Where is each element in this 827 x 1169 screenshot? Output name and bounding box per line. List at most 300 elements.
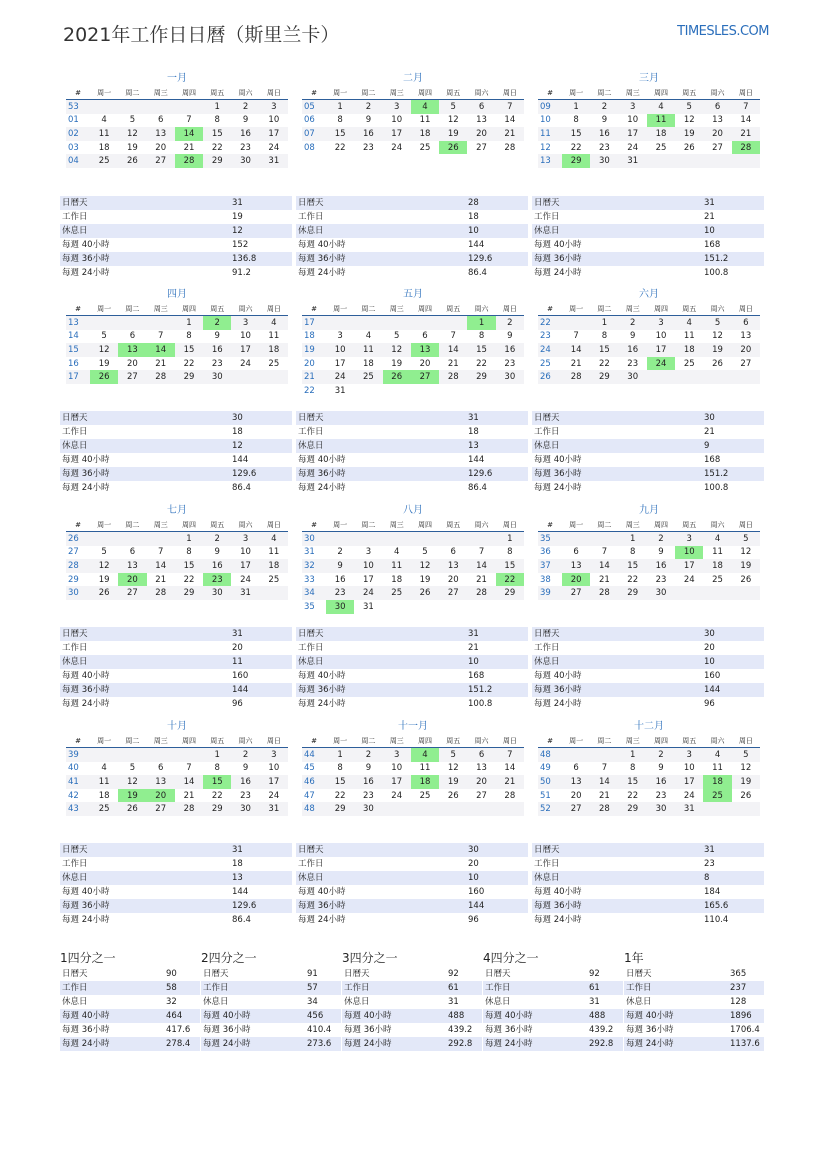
stat-row [532,641,764,655]
weekday-header: 周一 [326,734,354,748]
stat-value: 34 [307,997,318,1007]
day-cell: 25 [419,790,431,801]
day-cell [439,600,467,614]
day-cell [675,370,703,384]
week-row [66,748,288,762]
week-row [302,114,524,128]
week-number: 12 [540,142,551,153]
stat-value: 28 [468,198,479,208]
day-cell: 3 [383,748,411,762]
weekday-header: 周日 [496,302,524,316]
stat-value: 30 [468,845,479,855]
weekday-header: 周一 [562,86,590,100]
weekday-header: 周三 [147,86,175,100]
day-cell: 30 [590,154,618,168]
day-cell: 20 [447,574,459,585]
day-cell: 13 [147,775,175,789]
stat-label: 工作日 [298,427,324,437]
week-row [538,802,760,816]
day-cell: 9 [658,763,664,774]
stat-label: 日曆天 [298,198,324,208]
day-cell: 4 [260,316,288,330]
stat-row [624,967,764,981]
day-cell: 18 [703,559,731,573]
day-cell: 11 [683,331,695,342]
stat-value: 144 [232,455,249,465]
month-calendar [302,720,524,816]
week-number: 22 [304,385,315,396]
day-cell: 24 [683,574,695,585]
stat-label: 每週 36小時 [62,254,110,264]
day-cell [147,532,175,546]
stat-row [60,210,292,224]
day-cell: 27 [411,370,439,384]
week-number: 20 [304,358,315,369]
stat-value: 439.2 [589,1025,614,1035]
day-cell: 8 [629,763,636,774]
stat-value: 61 [589,983,600,993]
day-cell: 22 [496,573,524,587]
week-row [66,154,288,168]
weekday-header: 周三 [383,518,411,532]
day-cell: 3 [337,331,343,342]
day-cell: 11 [90,775,118,789]
stat-row [342,1009,482,1023]
stat-label: 日曆天 [62,845,88,855]
day-cell: 19 [127,142,138,153]
day-cell [647,154,675,168]
day-cell: 28 [504,790,516,801]
day-cell [675,586,703,600]
week-number: 05 [302,100,326,114]
stat-value: 165.6 [704,901,729,911]
day-cell: 4 [101,763,107,774]
day-cell: 17 [231,343,259,357]
stat-label: 每週 24小時 [534,483,582,493]
stat-row [60,857,292,871]
day-cell: 19 [419,574,431,585]
day-cell: 20 [155,142,167,153]
day-cell: 5 [439,748,467,762]
day-cell: 2 [590,100,618,114]
day-cell: 26 [118,154,146,168]
day-cell: 15 [590,343,618,357]
stat-value: 144 [468,901,485,911]
month-table [66,734,288,816]
stat-value: 144 [704,685,721,695]
stat-row [296,669,528,683]
day-cell: 1 [467,316,495,330]
stat-label: 日曆天 [203,969,229,979]
stat-value: 18 [232,427,243,437]
day-cell: 11 [712,547,723,558]
week-row [538,532,760,546]
stat-value: 31 [468,629,479,639]
stat-row [296,453,528,467]
day-cell: 22 [334,790,346,801]
stat-row [296,266,528,280]
day-cell [496,802,524,816]
stat-label: 休息日 [485,997,511,1007]
day-cell [354,532,382,546]
day-cell: 24 [268,142,280,153]
stat-value: 18 [468,212,479,222]
stat-row [532,683,764,697]
day-cell: 5 [129,115,136,126]
month-stats [60,627,292,711]
day-cell: 21 [447,358,459,369]
day-cell: 30 [647,586,675,600]
day-cell: 3 [647,316,675,330]
day-cell: 2 [337,547,343,558]
week-row [66,343,288,357]
stat-value: 11 [232,657,243,667]
week-row [66,573,288,587]
week-row [302,127,524,141]
day-cell: 28 [590,802,618,816]
day-cell: 10 [391,115,403,126]
stat-value: 58 [166,983,177,993]
day-cell: 17 [334,358,346,369]
stat-row [201,995,341,1009]
day-cell: 1 [326,100,354,114]
day-cell: 23 [655,574,667,585]
stat-label: 工作日 [344,983,370,993]
weekday-header: 周一 [90,86,118,100]
day-cell: 23 [363,790,374,801]
day-cell: 20 [147,789,175,803]
weekday-header: 周六 [467,734,495,748]
day-cell: 23 [240,790,251,801]
day-cell: 27 [562,586,590,600]
week-number: 17 [302,316,326,330]
day-cell: 20 [732,343,760,357]
weekday-header: 周日 [732,518,760,532]
day-cell: 9 [214,331,220,342]
day-cell: 10 [675,546,703,560]
weekday-header: 周五 [675,302,703,316]
period-title: 4四分之一 [483,951,539,965]
day-cell: 18 [391,574,403,585]
stat-row [342,1037,482,1051]
day-cell: 3 [383,100,411,114]
day-cell: 12 [90,559,118,573]
day-cell: 19 [98,358,110,369]
day-cell: 23 [599,142,610,153]
day-cell: 11 [419,115,431,126]
stat-row [60,1009,200,1023]
site-logo[interactable]: TIMESLES.COM [677,24,769,39]
day-cell: 2 [231,748,259,762]
stat-label: 休息日 [62,997,88,1007]
day-cell: 7 [732,100,760,114]
week-row [66,762,288,776]
week-row [302,775,524,789]
day-cell [562,316,590,330]
stat-value: 417.6 [166,1025,191,1035]
day-cell [496,384,524,398]
day-cell: 29 [203,802,231,816]
stat-row [483,995,623,1009]
day-cell: 21 [155,358,167,369]
weekday-header: 周一 [562,518,590,532]
day-cell: 22 [570,142,582,153]
day-cell: 17 [619,127,647,141]
week-row [66,316,288,330]
day-cell [118,100,146,114]
day-cell: 8 [601,331,608,342]
stat-value: 20 [232,643,243,653]
day-cell: 21 [476,574,487,585]
period-summary [342,950,482,1051]
day-cell: 12 [90,343,118,357]
day-cell: 7 [157,331,164,342]
stat-value: 1896 [730,1011,752,1021]
day-cell: 3 [260,100,288,114]
stat-value: 96 [468,915,479,925]
stat-value: 144 [468,455,485,465]
day-cell: 27 [476,790,487,801]
week-number: 34 [302,586,326,600]
day-cell: 10 [326,343,354,357]
day-cell: 25 [354,370,382,384]
day-cell: 13 [476,763,487,774]
day-cell: 5 [101,547,107,558]
day-cell: 18 [411,127,439,141]
day-cell [703,154,731,168]
period-title: 2四分之一 [201,951,257,965]
stat-label: 每週 24小時 [534,915,582,925]
day-cell: 19 [118,789,146,803]
weekday-header: 周二 [118,86,146,100]
month-calendar [538,72,760,168]
stat-row [60,1037,200,1051]
day-cell: 25 [703,789,731,803]
day-cell: 22 [476,358,487,369]
day-cell: 27 [476,142,487,153]
day-cell: 3 [619,100,647,114]
week-number: 22 [538,316,562,330]
stat-row [201,1023,341,1037]
day-cell: 6 [573,547,579,558]
week-number: 01 [68,115,79,126]
day-cell: 26 [439,141,467,155]
day-cell: 27 [147,154,175,168]
week-number: 50 [538,775,562,789]
stat-row [532,439,764,453]
day-cell [118,748,146,762]
day-cell [590,532,618,546]
day-cell [411,316,439,330]
week-row [538,141,760,155]
day-cell: 31 [334,385,346,396]
day-cell: 30 [496,370,524,384]
weekday-header: 周三 [383,86,411,100]
day-cell [411,802,439,816]
stat-label: 每週 36小時 [62,469,110,479]
weekday-header: 周五 [675,86,703,100]
week-row [302,748,524,762]
stat-label: 每週 36小時 [62,901,110,911]
stat-value: 129.6 [232,469,257,479]
day-cell: 19 [675,127,703,141]
day-cell: 9 [629,331,636,342]
weekday-header: # [66,518,90,532]
stat-label: 工作日 [62,427,88,437]
day-cell [467,384,495,398]
month-name: 六月 [639,289,659,300]
weekday-header: 周三 [147,302,175,316]
day-cell [496,600,524,614]
day-cell: 31 [675,802,703,816]
day-cell: 8 [186,331,192,342]
day-cell: 18 [703,775,731,789]
weekday-header: 周二 [118,734,146,748]
stat-value: 19 [232,212,243,222]
month-name: 八月 [403,505,423,516]
day-cell: 24 [240,358,251,369]
day-cell: 13 [411,343,439,357]
day-cell: 25 [268,574,280,585]
week-row [302,600,524,614]
stat-value: 136.8 [232,254,257,264]
period-title: 1年 [624,951,644,965]
stat-row [296,627,528,641]
stat-label: 每週 36小時 [62,1025,110,1035]
stat-label: 每週 40小時 [62,1011,110,1021]
day-cell: 2 [231,100,259,114]
stat-row [532,252,764,266]
day-cell: 24 [683,790,695,801]
stat-label: 每週 36小時 [203,1025,251,1035]
day-cell: 24 [354,586,382,600]
stat-row [60,843,292,857]
month-table [302,518,524,614]
weekday-header: 周四 [411,302,439,316]
stat-row [60,655,292,669]
day-cell: 2 [647,532,675,546]
day-cell: 5 [393,331,400,342]
stat-row [532,266,764,280]
month-calendar [66,720,288,816]
stat-value: 100.8 [704,483,729,493]
day-cell: 6 [129,547,136,558]
stat-row [532,899,764,913]
day-cell: 6 [157,763,164,774]
week-row [66,330,288,344]
stat-label: 日曆天 [62,629,88,639]
stat-value: 12 [232,226,243,236]
stat-label: 每週 40小時 [62,887,110,897]
day-cell [411,532,439,546]
stat-value: 31 [468,413,479,423]
weekday-header: 周三 [383,302,411,316]
month-calendar [66,72,288,168]
day-cell: 23 [203,573,231,587]
day-cell [411,600,439,614]
stat-row [60,913,292,927]
week-number: 35 [538,532,562,546]
day-cell: 26 [740,574,752,585]
day-cell: 30 [326,600,354,614]
week-row [66,127,288,141]
day-cell: 18 [675,343,703,357]
stat-value: 144 [232,685,249,695]
stat-value: 91.2 [232,268,251,278]
stat-label: 休息日 [298,441,324,451]
stat-row [201,967,341,981]
week-number: 53 [66,100,90,114]
day-cell: 14 [439,343,467,357]
weekday-header: 周三 [147,518,175,532]
day-cell: 5 [129,763,136,774]
day-cell [354,316,382,330]
day-cell: 6 [129,331,136,342]
weekday-header: 周五 [439,734,467,748]
stat-label: 日曆天 [534,629,560,639]
week-row [302,141,524,155]
day-cell: 31 [619,154,647,168]
day-cell: 12 [712,331,723,342]
day-cell [383,600,411,614]
stat-row [532,425,764,439]
day-cell: 5 [732,532,760,546]
stat-label: 工作日 [485,983,511,993]
day-cell: 25 [268,358,280,369]
day-cell [703,370,731,384]
day-cell: 21 [183,790,195,801]
stat-row [483,1009,623,1023]
stat-label: 每週 24小時 [534,699,582,709]
day-cell: 10 [627,115,639,126]
stat-row [532,453,764,467]
stat-label: 每週 40小時 [298,240,346,250]
stat-row [624,995,764,1009]
week-number: 49 [540,763,551,774]
stat-row [296,196,528,210]
stat-label: 每週 36小時 [298,254,346,264]
stat-row [296,425,528,439]
weekday-header: 周四 [647,734,675,748]
stat-row [532,196,764,210]
month-name: 七月 [167,505,187,516]
week-row [66,357,288,371]
day-cell: 22 [183,574,195,585]
day-cell: 17 [231,559,259,573]
day-cell: 13 [740,331,752,342]
month-stats [296,843,528,927]
day-cell: 14 [147,559,175,573]
stat-label: 工作日 [203,983,229,993]
weekday-header: # [66,302,90,316]
stat-value: 86.4 [468,483,487,493]
week-row [538,546,760,560]
week-number: 25 [540,358,551,369]
day-cell [90,100,118,114]
day-cell [90,532,118,546]
day-cell: 23 [326,586,354,600]
day-cell: 2 [619,316,647,330]
week-number: 18 [304,331,315,342]
stat-label: 休息日 [62,657,88,667]
day-cell: 8 [186,547,192,558]
weekday-header: 周五 [675,734,703,748]
day-cell: 2 [203,532,231,546]
stat-row [296,843,528,857]
stat-label: 工作日 [62,212,88,222]
stat-label: 每週 24小時 [626,1039,674,1049]
day-cell [326,316,354,330]
